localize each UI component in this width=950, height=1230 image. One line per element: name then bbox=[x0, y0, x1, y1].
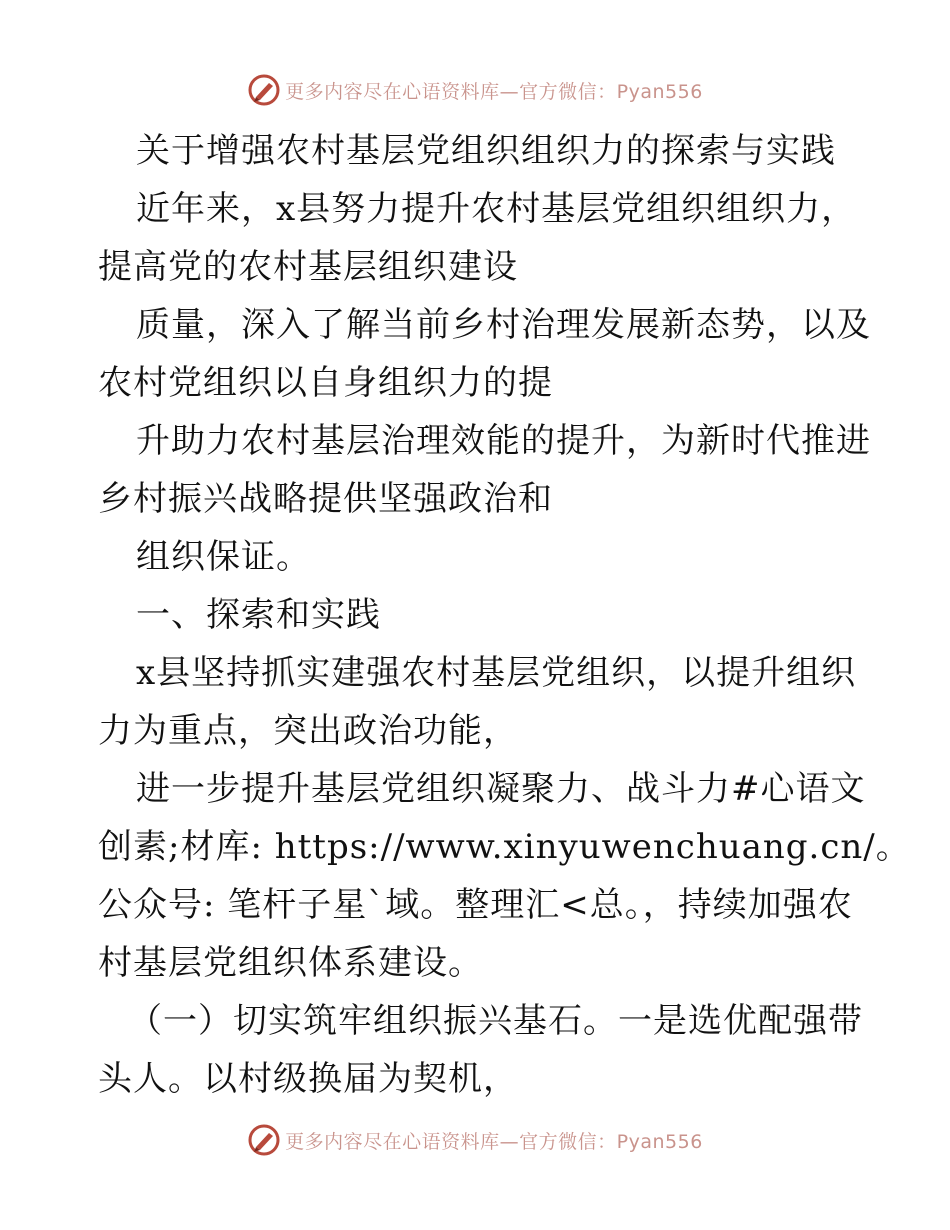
paragraph-line: 农村党组织以自身组织力的提 bbox=[98, 363, 553, 403]
footer-watermark bbox=[0, 1120, 950, 1160]
paragraph-line: 力为重点，突出政治功能， bbox=[98, 711, 518, 751]
paragraph-line: 升助力农村基层治理效能的提升，为新时代推进 bbox=[136, 421, 871, 461]
pen-logo-icon bbox=[247, 1123, 281, 1157]
subsection-heading: （一）切实筑牢组织振兴基石。一是选优配强带 bbox=[128, 1001, 863, 1041]
pen-logo-icon bbox=[247, 73, 281, 107]
paragraph-line: 创素;材库: https://www.xinyuwenchuang.cn/。 bbox=[98, 827, 911, 867]
paragraph-line: 组织保证。 bbox=[136, 537, 311, 577]
paragraph-line: 进一步提升基层党组织凝聚力、战斗力#心语文 bbox=[136, 769, 866, 809]
paragraph-line: 村基层党组织体系建设。 bbox=[98, 943, 483, 983]
paragraph-line: 近年来，x县努力提升农村基层党组织组织力， bbox=[136, 189, 857, 229]
paragraph-line: 质量，深入了解当前乡村治理发展新态势，以及 bbox=[136, 305, 871, 345]
paragraph-line: 头人。以村级换届为契机， bbox=[98, 1059, 518, 1099]
watermark-text: 更多内容尽在心语资料库—官方微信：Pyan556 bbox=[285, 80, 703, 103]
paragraph-line: x县坚持抓实建强农村基层党组织，以提升组织 bbox=[136, 653, 857, 693]
header-watermark bbox=[0, 70, 950, 110]
document-body bbox=[98, 122, 911, 1108]
paragraph-line: 乡村振兴战略提供坚强政治和 bbox=[98, 479, 553, 519]
paragraph-line: 提高党的农村基层组织建设 bbox=[98, 247, 518, 287]
section-heading: 一、探索和实践 bbox=[136, 595, 381, 635]
paragraph-line: 公众号: 笔杆子星`域。整理汇<总。，持续加强农 bbox=[98, 885, 853, 925]
watermark-text: 更多内容尽在心语资料库—官方微信：Pyan556 bbox=[285, 1130, 703, 1153]
document-title: 关于增强农村基层党组织组织力的探索与实践 bbox=[136, 131, 836, 171]
